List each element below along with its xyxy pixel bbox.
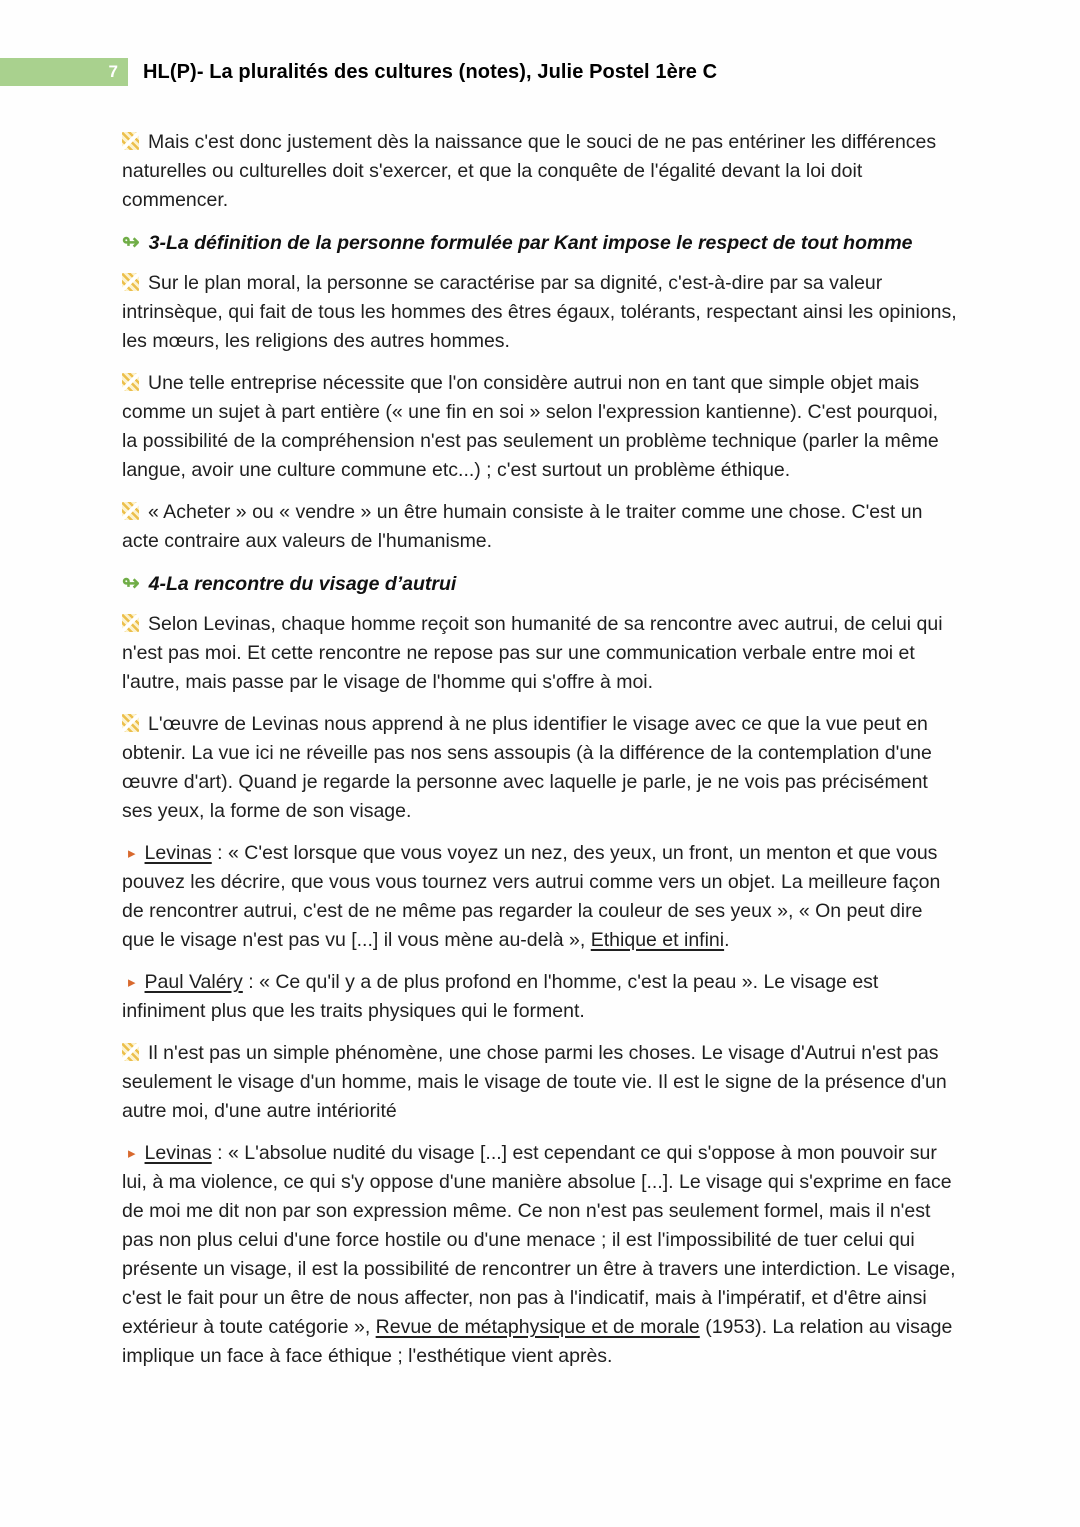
triangle-bullet-icon: ▸ <box>128 1145 136 1162</box>
text-run: : « C'est lorsque que vous voyez un nez, des yeux, un front, un menton et que vous pouvez les décrire, que vous vous tournez vers autrui comme vers un objet. La meilleure façon de rencontrer autrui, c'est de ne même pas regarder la couleur de ses yeux », « On peut dire que le visage n'est pas vu [...] il vous mène au-delà », <box>122 842 941 951</box>
text-run: Il n'est pas un simple phénomène, une chose parmi les choses. Le visage d'Autrui n'est pas seulement le visage d'un homme, mais le visage de toute vie. Il est le signe de la présence d'un autre moi, d'une autre intériorité <box>122 1042 947 1122</box>
page-number: 7 <box>108 62 118 81</box>
page-header <box>0 58 1080 86</box>
quote-item <box>122 839 957 955</box>
note-paragraph <box>122 269 957 356</box>
loop-arrow-icon: ↬ <box>122 231 140 254</box>
hatched-square-icon <box>122 502 139 520</box>
hatched-square-icon <box>122 132 139 150</box>
note-paragraph <box>122 128 957 215</box>
page-title: HL(P)- La pluralités des cultures (notes), Julie Postel 1ère C <box>143 60 718 83</box>
note-paragraph <box>122 710 957 826</box>
hatched-square-icon <box>122 273 139 291</box>
text-run: 4-La rencontre du visage d’autrui <box>148 573 457 595</box>
text-run: Levinas <box>144 842 212 864</box>
text-run: Selon Levinas, chaque homme reçoit son humanité de sa rencontre avec autrui, de celui qui n'est pas moi. Et cette rencontre ne repose pas sur une communication verbale entre moi et l'autre, mais passe par le visage de l'homme qui s'offre à moi. <box>122 613 943 693</box>
text-run: (1953). La relation au visage implique un face à face éthique ; l'esthétique vient après. <box>122 1316 953 1367</box>
text-run: Une telle entreprise nécessite que l'on considère autrui non en tant que simple objet mais comme un sujet à part entière (« une fin en soi » selon l'expression kantienne). C'est pourquoi, la possibilité de la compréhension n'est pas seulement un problème technique (parler la même langue, avoir une culture commune etc...) ; c'est surtout un problème éthique. <box>122 372 939 481</box>
note-paragraph <box>122 498 957 556</box>
note-paragraph <box>122 369 957 485</box>
note-paragraph <box>122 1039 957 1126</box>
text-run: . <box>724 929 730 951</box>
text-run: « Acheter » ou « vendre » un être humain consiste à le traiter comme une chose. C'est un acte contraire aux valeurs de l'humanisme. <box>122 501 923 552</box>
text-run: : « Ce qu'il y a de plus profond en l'homme, c'est la peau ». Le visage est infiniment plus que les traits physiques qui le forment. <box>122 971 879 1022</box>
text-run: Revue de métaphysique et de morale <box>375 1316 700 1338</box>
text-run: : « L'absolue nudité du visage [...] est cependant ce qui s'oppose à mon pouvoir sur lui, à ma violence, ce qui s'y oppose d'une manière absolue [...]. Le visage qui s'exprime en face de moi me dit non par son expression même. Ce non n'est pas seulement formel, mais il n'est pas non plus celui d'une force hostile ou d'une menace ; il est l'impossibilité de tuer celui qui présente un visage, il est la possibilité de rencontrer un être à travers une interdiction. Le visage, c'est le fait pour un être de nous affecter, non pas à l'indicatif, mais à l'impératif, et d'être ainsi extérieur à toute catégorie », <box>122 1142 956 1338</box>
page-number-badge <box>0 58 128 86</box>
text-run: Mais c'est donc justement dès la naissance que le souci de ne pas entériner les différences naturelles ou culturelles doit s'exercer, et que la conquête de l'égalité devant la loi doit commencer. <box>122 131 937 211</box>
hatched-square-icon <box>122 373 139 391</box>
section-heading <box>122 228 957 258</box>
hatched-square-icon <box>122 714 139 732</box>
document-body <box>122 128 957 1384</box>
quote-item <box>122 968 957 1026</box>
text-run: Levinas <box>144 1142 212 1164</box>
text-run: 3-La définition de la personne formulée par Kant impose le respect de tout homme <box>148 232 913 254</box>
text-run: L'œuvre de Levinas nous apprend à ne plus identifier le visage avec ce que la vue peut en obtenir. La vue ici ne réveille pas nos sens assoupis (à la différence de la contemplation d'une œuvre d'art). Quand je regarde la personne avec laquelle je parle, je ne vois pas précisément ses yeux, la forme de son visage. <box>122 713 932 822</box>
note-paragraph <box>122 610 957 697</box>
loop-arrow-icon: ↬ <box>122 572 140 595</box>
section-heading <box>122 569 957 599</box>
text-run: Ethique et infini <box>590 929 725 951</box>
hatched-square-icon <box>122 614 139 632</box>
triangle-bullet-icon: ▸ <box>128 845 136 862</box>
text-run: Paul Valéry <box>144 971 243 993</box>
triangle-bullet-icon: ▸ <box>128 974 136 991</box>
hatched-square-icon <box>122 1043 139 1061</box>
text-run: Sur le plan moral, la personne se caractérise par sa dignité, c'est-à-dire par sa valeur intrinsèque, qui fait de tous les hommes des êtres égaux, tolérants, respectant ainsi les opinions, les mœurs, les religions des autres hommes. <box>122 272 957 352</box>
quote-item <box>122 1139 957 1371</box>
